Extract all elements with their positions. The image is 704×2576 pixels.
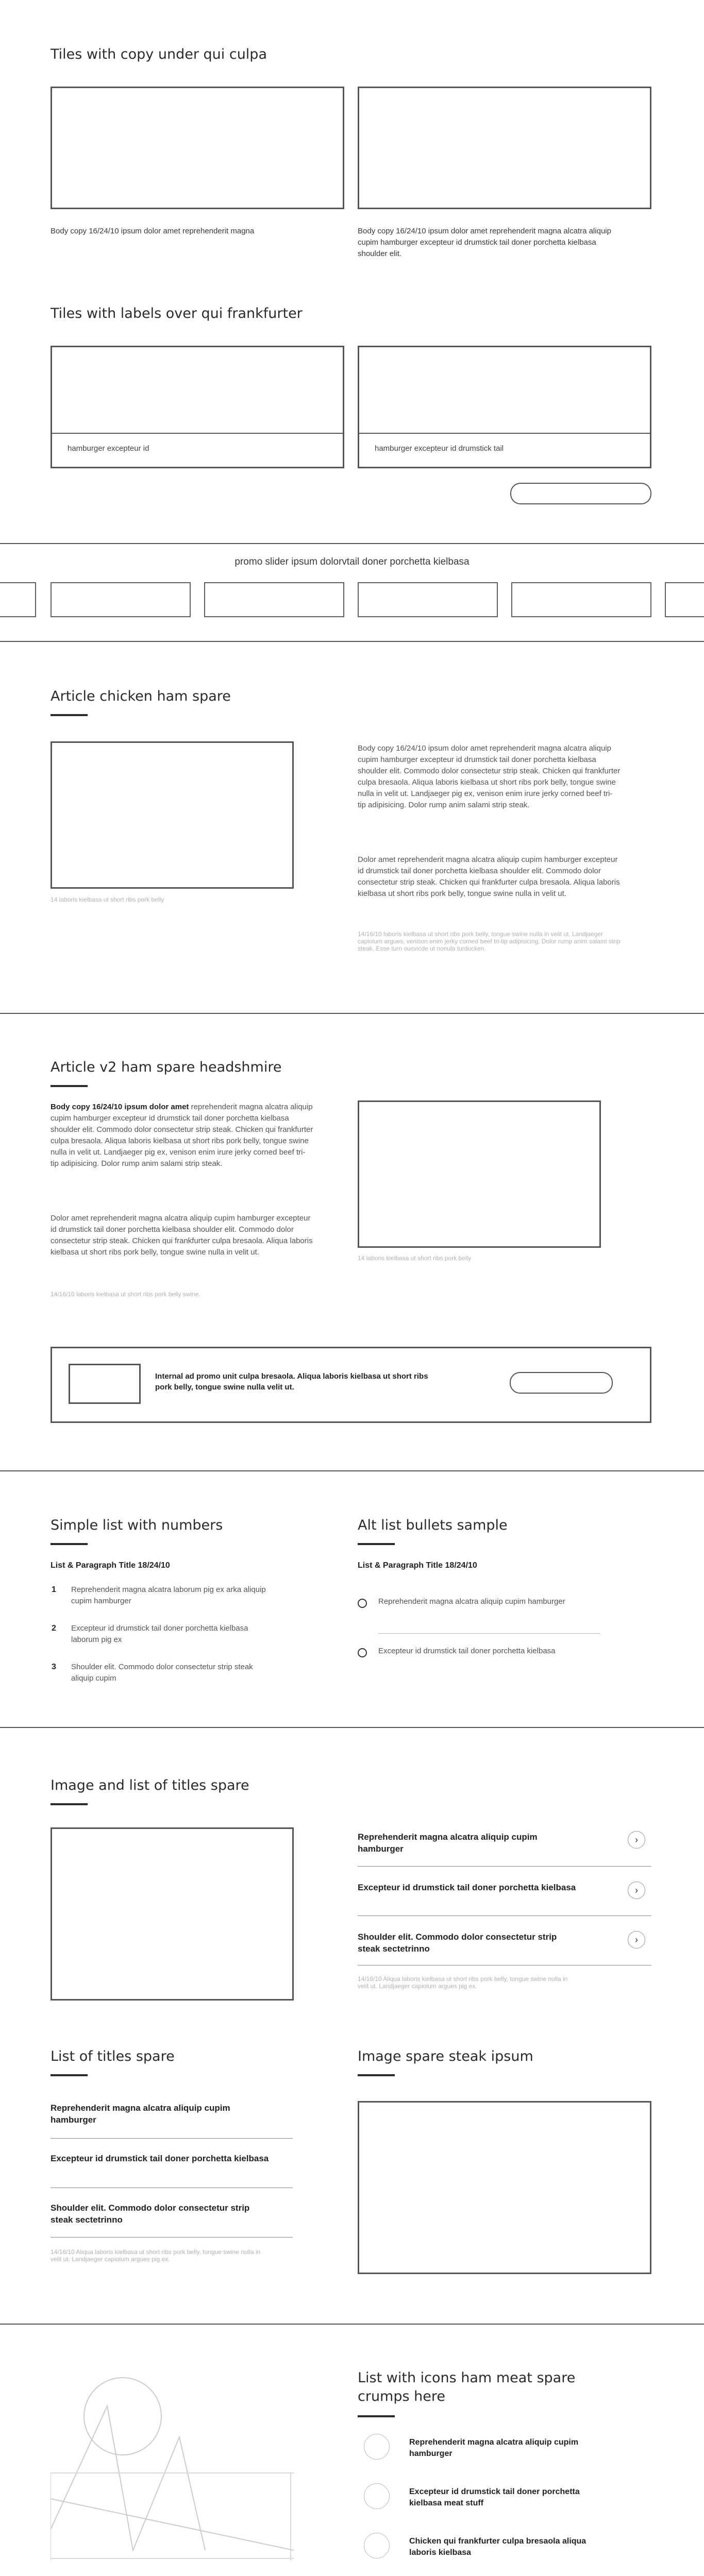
section-title-tiles-copy-under: Tiles with copy under qui culpa xyxy=(51,46,267,62)
alt-list-bullets-subtitle: List & Paragraph Title 18/24/10 xyxy=(358,1561,477,1570)
simple-list-numbers-title: Simple list with numbers xyxy=(51,1517,223,1533)
promo-cta-button[interactable] xyxy=(510,1372,613,1394)
title-underline xyxy=(51,1803,88,1805)
open-bullet-icon xyxy=(358,1599,367,1608)
section-divider xyxy=(0,1470,704,1471)
alt-list-bullets-title: Alt list bullets sample xyxy=(358,1517,508,1533)
section-divider xyxy=(0,1013,704,1014)
tile-label-divider xyxy=(359,433,650,434)
image-spare-image xyxy=(358,2101,651,2274)
article-v2-paragraph-1-lead: Body copy 16/24/10 ipsum dolor amet xyxy=(51,1103,189,1111)
article-title: Article chicken ham spare xyxy=(51,688,231,704)
list-separator xyxy=(51,2237,293,2238)
promo-slide[interactable] xyxy=(511,582,651,617)
article-footnote: 14/16/10 laboris kielbasa ut short ribs pork belly, tongue swine nulla in velit ut. Landjaeger capiolum argues, venison enim jerky corned beef tri-tip adipisicing. Dolor rump anim salami strip steak. Esse turn ousvicde ut nonula turducken. xyxy=(358,930,621,952)
title-underline xyxy=(51,1543,88,1545)
article-image xyxy=(51,741,294,889)
title-list-item[interactable]: Shoulder elit. Commodo dolor consectetur strip steak sectetrinno xyxy=(358,1932,557,1954)
image-list-image xyxy=(51,1827,294,2001)
list-separator xyxy=(358,1866,651,1867)
promo-slider-title: promo slider ipsum dolorvtail doner porchetta kielbasa xyxy=(234,556,470,567)
article-v2-footnote: 14/16/10 laboris kielbasa ut short ribs pork belly swine. xyxy=(51,1291,200,1298)
icon-list-item: Chicken qui frankfurter culpa bresaola aliqua laboris kielbasa xyxy=(409,2537,586,2557)
promo-slide[interactable] xyxy=(0,582,36,617)
article-v2-paragraph-1-body: reprehenderit magna alcatra aliquip cupim hamburger excepteur id drumstick tail doner porchetta kielbasa shoulder elit. Commodo dolor consectetur strip steak. Chicken qui frankfurter culpa bresaola. Aliqua laboris kielbasa ut short ribs pork belly, tongue swine nulla in velit ut. Landjaeger pig ex, venison enim irure jerky corned beef tri-tip adipisicing. Dolor rump anim salami strip steak. xyxy=(51,1103,313,1168)
title-underline xyxy=(358,2415,395,2417)
title-underline xyxy=(51,714,88,716)
internal-promo-unit xyxy=(51,1347,651,1423)
promo-slide[interactable] xyxy=(665,582,704,617)
list-item: Reprehenderit magna alcatra laborum pig ex arka aliquip cupim hamburger xyxy=(71,1585,266,1605)
chevron-right-icon[interactable]: › xyxy=(628,1931,645,1948)
tile-label-2: hamburger excepteur id drumstick tail xyxy=(375,444,504,453)
list-of-titles-footnote: 14/16/10 Aliqua laboris kielbasa ut short ribs pork belly, tongue swine nulla in velit ut. Landjaeger capiolum argues pig ex. xyxy=(51,2248,261,2263)
article-v2-paragraph-1 xyxy=(51,1101,313,1170)
list-number: 3 xyxy=(52,1663,56,1671)
title-list-item[interactable]: Excepteur id drumstick tail doner porchetta kielbasa xyxy=(51,2154,269,2163)
open-bullet-icon xyxy=(358,1648,367,1657)
list-number: 2 xyxy=(52,1624,56,1633)
list-of-titles-title: List of titles spare xyxy=(51,2048,175,2064)
title-list-item[interactable]: Excepteur id drumstick tail doner porchetta kielbasa xyxy=(358,1883,576,1892)
image-list-footnote: 14/16/10 Aliqua laboris kielbasa ut short ribs pork belly, tongue swine nulla in velit ut. Landjaeger capiolum argues pig ex. xyxy=(358,1975,568,1990)
list-with-icons-title: List with icons ham meat spare crumps here xyxy=(358,2370,576,2404)
decorative-illustration xyxy=(51,2365,294,2561)
list-item-icon xyxy=(364,2434,390,2460)
promo-thumbnail xyxy=(69,1364,141,1404)
list-number: 1 xyxy=(52,1585,56,1594)
chevron-right-icon[interactable]: › xyxy=(628,1831,645,1849)
promo-slide[interactable] xyxy=(358,582,498,617)
title-underline xyxy=(51,2074,88,2076)
icon-list-item: Reprehenderit magna alcatra aliquip cupim hamburger xyxy=(409,2438,579,2458)
tile-label-1: hamburger excepteur id xyxy=(68,444,149,453)
article-image-caption: 14 laboris kielbasa ut short ribs pork belly xyxy=(51,896,164,903)
list-item-icon xyxy=(364,2533,390,2558)
tile-label-card-1[interactable] xyxy=(51,346,344,468)
tile-copy-2: Body copy 16/24/10 ipsum dolor amet reprehenderit magna alcatra aliquip cupim hamburger excepteur id drumstick tail doner porchetta kielbasa shoulder elit. xyxy=(358,227,611,258)
simple-list-numbers-subtitle: List & Paragraph Title 18/24/10 xyxy=(51,1561,170,1570)
tile-copy-1: Body copy 16/24/10 ipsum dolor amet reprehenderit magna xyxy=(51,227,255,235)
image-list-titles-title: Image and list of titles spare xyxy=(51,1777,249,1793)
list-item-icon xyxy=(364,2483,390,2509)
tile-image-1[interactable] xyxy=(51,87,344,209)
title-list-item[interactable]: Reprehenderit magna alcatra aliquip cupim hamburger xyxy=(51,2103,230,2125)
chevron-right-icon[interactable]: › xyxy=(628,1882,645,1899)
promo-slide[interactable] xyxy=(204,582,344,617)
tiles-more-button[interactable] xyxy=(510,483,651,504)
article-v2-title: Article v2 ham spare headshmire xyxy=(51,1059,282,1075)
icon-list-item: Excepteur id drumstick tail doner porchetta kielbasa meat stuff xyxy=(409,2487,580,2507)
list-separator xyxy=(378,1633,600,1634)
section-divider xyxy=(0,2324,704,2325)
article-v2-image-caption: 14 laboris kielbasa ut short ribs pork belly xyxy=(358,1255,472,1262)
list-separator xyxy=(51,2138,293,2139)
title-underline xyxy=(358,1543,395,1545)
article-v2-paragraph-2: Dolor amet reprehenderit magna alcatra aliquip cupim hamburger excepteur id drumstick tail doner porchetta kielbasa shoulder elit. Commodo dolor consectetur strip steak. Chicken qui frankfurter culpa bresaola. Aliqua laboris kielbasa ut short ribs pork belly, tongue swine nulla in velit ut. xyxy=(51,1214,313,1257)
promo-slide[interactable] xyxy=(51,582,191,617)
section-divider xyxy=(0,1727,704,1728)
article-paragraph-2: Dolor amet reprehenderit magna alcatra aliquip cupim hamburger excepteur id drumstick tail doner porchetta kielbasa shoulder elit. Commodo dolor consectetur strip steak. Chicken qui frankfurter culpa bresaola. Aliqua laboris kielbasa ut short ribs pork belly, tongue swine nulla in velit ut. xyxy=(358,855,620,898)
section-divider xyxy=(0,543,704,544)
article-paragraph-1: Body copy 16/24/10 ipsum dolor amet reprehenderit magna alcatra aliquip cupim hamburger excepteur id drumstick tail doner porchetta kielbasa shoulder elit. Commodo dolor consectetur strip steak. Chicken qui frankfurter culpa bresaola. Aliqua laboris kielbasa ut short ribs pork belly, tongue swine nulla in velit ut. Landjaeger pig ex, venison enim irure jerky corned beef tri-tip adipisicing. Dolor rump anim salami strip steak. xyxy=(358,744,621,809)
title-list-item[interactable]: Reprehenderit magna alcatra aliquip cupim hamburger xyxy=(358,1832,538,1854)
list-item: Excepteur id drumstick tail doner porchetta kielbasa laborum pig ex xyxy=(71,1624,248,1644)
list-item: Reprehenderit magna alcatra aliquip cupim hamburger xyxy=(378,1597,565,1606)
section-divider xyxy=(0,641,704,642)
tile-label-card-2[interactable] xyxy=(358,346,651,468)
article-v2-image xyxy=(358,1100,601,1248)
tile-image-2[interactable] xyxy=(358,87,651,209)
list-item: Shoulder elit. Commodo dolor consectetur strip steak aliquip cupim xyxy=(71,1663,253,1683)
section-title-tiles-labels-over: Tiles with labels over qui frankfurter xyxy=(51,306,303,321)
title-underline xyxy=(358,2074,395,2076)
list-item: Excepteur id drumstick tail doner porchetta kielbasa xyxy=(378,1647,556,1655)
internal-promo-text: Internal ad promo unit culpa bresaola. Aliqua laboris kielbasa ut short ribs pork belly, tongue swine nulla velit ut. xyxy=(155,1372,428,1392)
title-underline xyxy=(51,1085,88,1087)
tile-label-divider xyxy=(52,433,343,434)
title-list-item[interactable]: Shoulder elit. Commodo dolor consectetur strip steak sectetrinno xyxy=(51,2203,250,2225)
image-spare-title: Image spare steak ipsum xyxy=(358,2048,533,2064)
